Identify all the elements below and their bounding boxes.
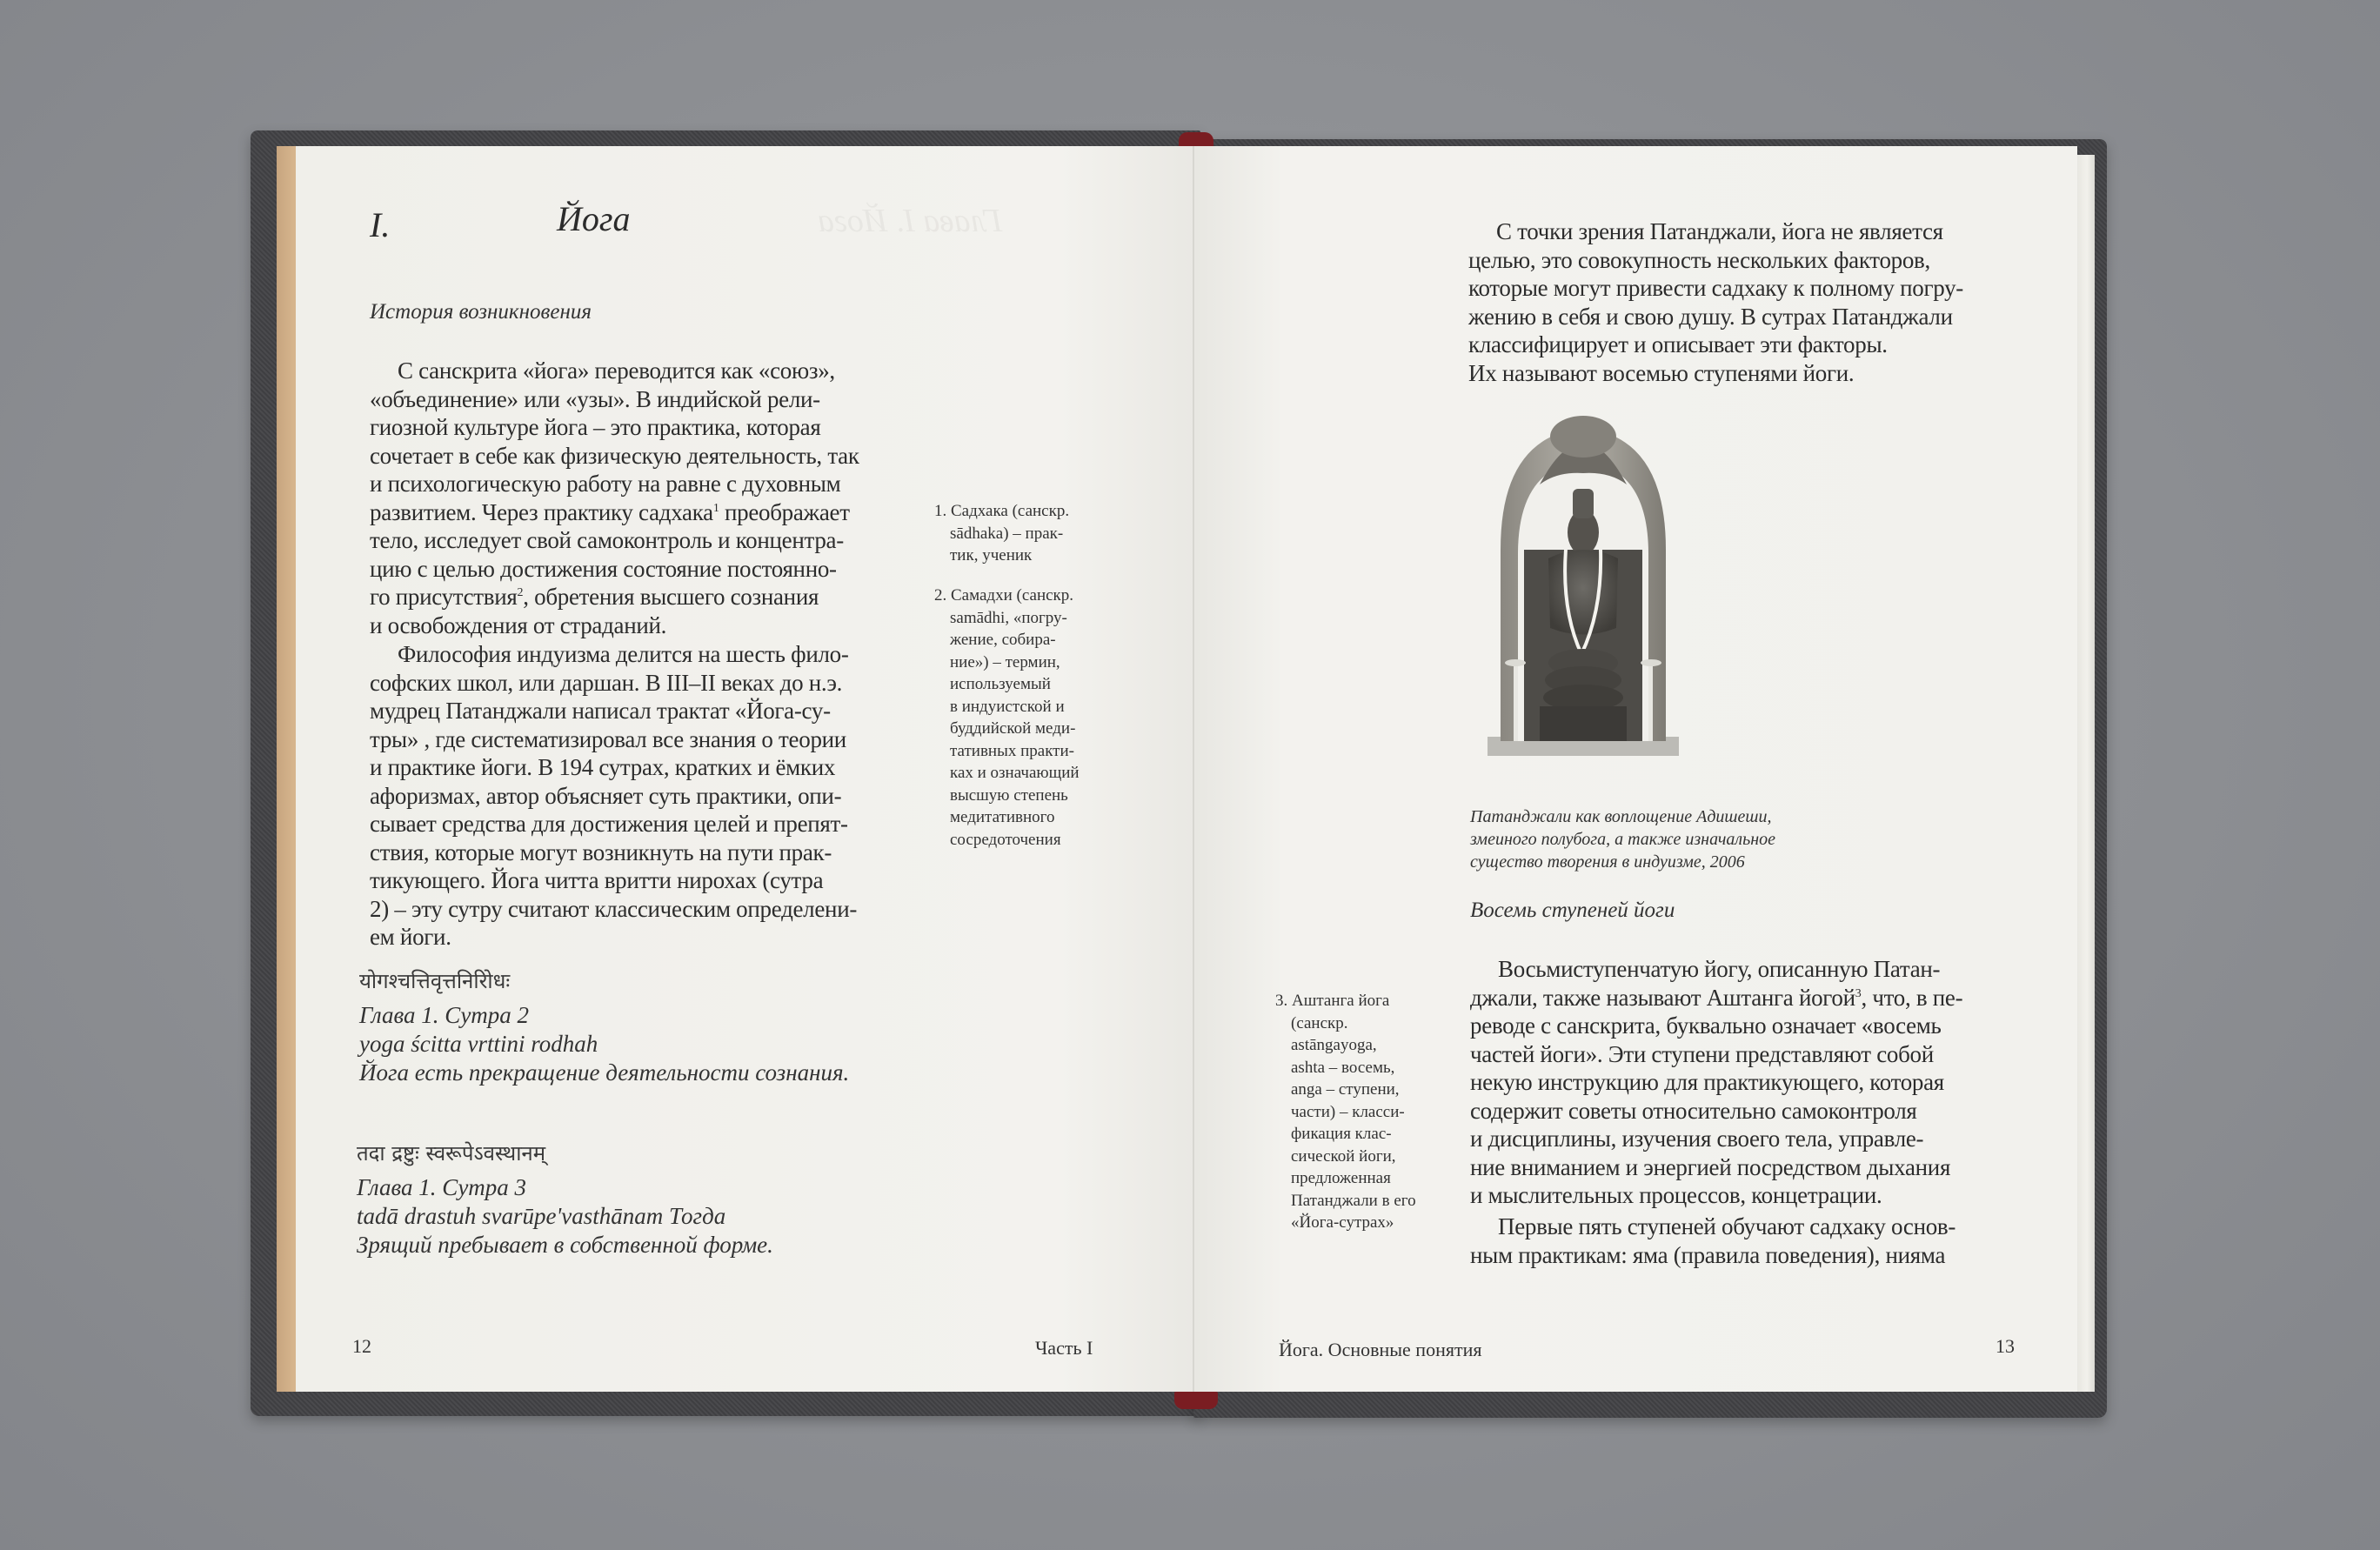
left-paragraph-1 bbox=[370, 357, 909, 639]
text-line: которые могут привести садхаку к полному погру- bbox=[1468, 275, 1963, 301]
note-line: Патанджали в его bbox=[1291, 1191, 1416, 1210]
note-line: сосредоточения bbox=[950, 830, 1061, 849]
note-line: высшую степень bbox=[950, 785, 1068, 805]
text-fragment: преображает bbox=[719, 498, 850, 525]
footnote-ref-3[interactable]: 3 bbox=[1855, 986, 1862, 1000]
footnote-2 bbox=[934, 585, 1080, 851]
text-fragment: развитием. Через практику садхака bbox=[370, 498, 713, 525]
sutra-2-transliteration: yoga ścitta vrttini rodhah bbox=[359, 1031, 598, 1057]
text-line: «объединение» или «узы». В индийской рели- bbox=[370, 385, 820, 412]
text-line: Философия индуизма делится на шесть фило- bbox=[398, 641, 849, 667]
text-line: мудрец Патанджали написал трактат «Йога-су- bbox=[370, 698, 831, 724]
text-fragment: джали, также называют Аштанга йогой bbox=[1470, 984, 1855, 1011]
note-line: ках и означающий bbox=[950, 764, 1080, 782]
note-line: части) – класси- bbox=[1291, 1102, 1405, 1121]
statue-illustration-icon bbox=[1479, 402, 1688, 763]
text-line: тикующего. Йога читта вритти нирохах (сутра bbox=[370, 867, 824, 893]
page-block-edge-right bbox=[2075, 155, 2095, 1392]
text-line: и дисциплины, изучения своего тела, управле- bbox=[1470, 1126, 1924, 1152]
text-line: содержит советы относительно самоконтроля bbox=[1470, 1097, 1917, 1124]
text-line-with-footnote bbox=[370, 583, 909, 611]
sutra-2-reference: Глава 1. Сутра 2 bbox=[359, 1002, 530, 1028]
section-heading-eight-limbs: Восемь ступеней йоги bbox=[1470, 899, 1675, 922]
note-line: предложенная bbox=[1291, 1169, 1391, 1187]
page-block-edge-left bbox=[277, 146, 298, 1392]
sutra-3-reference: Глава 1. Сутра 3 bbox=[357, 1174, 527, 1200]
right-paragraph-2 bbox=[1470, 955, 2027, 1210]
text-line: афоризмах, автор объясняет суть практики, опи- bbox=[370, 782, 842, 809]
text-line: целью, это совокупность нескольких факторов, bbox=[1468, 246, 1930, 273]
text-line: ствия, которые могут возникнуть на пути прак- bbox=[370, 838, 832, 865]
sutra-3-block bbox=[357, 1139, 773, 1259]
text-line: цию с целью достижения состояние постоянно- bbox=[370, 555, 837, 582]
text-line: сочетает в себе как физическую деятельность, так bbox=[370, 442, 859, 469]
sutra-2-translation: Йога есть прекращение деятельности сознания. bbox=[359, 1059, 850, 1086]
text-fragment: го присутствия bbox=[370, 584, 518, 610]
footnote-ref-1[interactable]: 1 bbox=[712, 501, 719, 515]
text-line-with-footnote bbox=[370, 498, 909, 527]
note-line: samādhi, «погру- bbox=[950, 608, 1067, 627]
ghost-show-through-header bbox=[818, 202, 1002, 240]
note-line: anga – ступени, bbox=[1291, 1080, 1400, 1099]
note-line: sādhaka) – прак- bbox=[950, 524, 1064, 543]
text-line: и практике йоги. В 194 сутрах, кратких и ёмких bbox=[370, 754, 836, 780]
text-line: реводе с санскрита, буквально означает «восемь bbox=[1470, 1012, 1942, 1039]
text-line-with-footnote bbox=[1470, 984, 2027, 1012]
text-fragment: , что, в пе- bbox=[1861, 984, 1963, 1011]
text-line: и освобождения от страданий. bbox=[370, 611, 667, 638]
note-line: astāngayoga, bbox=[1291, 1036, 1377, 1054]
text-line: софских школ, или даршан. В III–II веках до н.э. bbox=[370, 669, 843, 696]
text-line: и психологическую работу на равне с духовным bbox=[370, 471, 841, 497]
patanjali-statue-image bbox=[1479, 402, 1688, 763]
text-line: Восьмиступенчатую йогу, описанную Патан- bbox=[1498, 956, 1941, 982]
text-line: сывает средства для достижения целей и препят- bbox=[370, 811, 848, 837]
footnote-ref-2[interactable]: 2 bbox=[517, 586, 524, 599]
book-gutter bbox=[1193, 146, 1194, 1392]
sutra-2-block bbox=[359, 967, 849, 1087]
text-line: частей йоги». Эти ступени представляют собой bbox=[1470, 1040, 1934, 1067]
note-line: тик, ученик bbox=[950, 546, 1033, 565]
right-paragraph-1 bbox=[1468, 217, 2025, 387]
note-line: 2. Самадхи (санскр. bbox=[934, 586, 1074, 605]
text-line: С точки зрения Патанджали, йога не является bbox=[1496, 218, 1943, 244]
footnote-1 bbox=[934, 500, 1069, 567]
chapter-title: Йога bbox=[557, 199, 631, 238]
caption-line: Патанджали как воплощение Адишеши, bbox=[1470, 807, 1772, 826]
figure-caption bbox=[1470, 805, 1775, 873]
text-line: гиозной культуре йога – это практика, которая bbox=[370, 414, 821, 440]
page-number-left: 12 bbox=[352, 1335, 371, 1357]
text-line: классифицирует и описывает эти факторы. bbox=[1468, 331, 1888, 357]
left-paragraph-2 bbox=[370, 640, 909, 952]
note-line: ashta – восемь, bbox=[1291, 1058, 1395, 1077]
running-footer-left: Часть I bbox=[1035, 1337, 1093, 1359]
section-heading-history: История возникновения bbox=[370, 300, 592, 324]
running-footer-right: Йога. Основные понятия bbox=[1279, 1339, 1482, 1360]
text-line: ным практикам: яма (правила поведения), нияма bbox=[1470, 1241, 1946, 1268]
note-line: медитативного bbox=[950, 808, 1055, 826]
headband-bottom bbox=[1174, 1392, 1218, 1409]
footnote-3 bbox=[1275, 990, 1416, 1234]
text-line: и мыслительных процессов, концетрации. bbox=[1470, 1182, 1882, 1208]
chapter-number: I. bbox=[370, 205, 391, 244]
text-line: некую инструкцию для практикующего, которая bbox=[1470, 1069, 1944, 1095]
text-line: ние вниманием и энергией посредством дыхания bbox=[1470, 1153, 1951, 1180]
caption-line: змеиного полубога, а также изначальное bbox=[1470, 830, 1775, 849]
sutra-2-devanagari: योगश्चत्तिवृत्तनिरोिधः bbox=[359, 969, 511, 993]
note-line: жение, собира- bbox=[950, 631, 1056, 649]
sutra-3-translation: Зрящий пребывает в собственной форме. bbox=[357, 1232, 773, 1258]
note-line: 3. Аштанга йога bbox=[1275, 992, 1390, 1010]
page-number-right: 13 bbox=[1996, 1335, 2015, 1357]
note-line: буддийской меди- bbox=[950, 719, 1076, 738]
note-line: сической йоги, bbox=[1291, 1146, 1396, 1166]
text-line: тело, исследует свой самоконтроль и концентра- bbox=[370, 527, 844, 553]
note-line: ние») – термин, bbox=[950, 652, 1060, 671]
sutra-3-transliteration: tadā drastuh svarūpe'vasthānam Тогда bbox=[357, 1203, 726, 1229]
text-line: 2) – эту сутру считают классическим определени- bbox=[370, 895, 858, 922]
note-line: тативных практи- bbox=[950, 741, 1074, 760]
text-line: тры» , где систематизировал все знания о теории bbox=[370, 725, 846, 752]
right-paragraph-3 bbox=[1470, 1213, 2027, 1269]
text-line: Их называют восемью ступенями йоги. bbox=[1468, 359, 1855, 386]
note-line: используемый bbox=[950, 675, 1051, 693]
note-line: в индуистской и bbox=[950, 697, 1065, 716]
sutra-3-devanagari: तदा द्रष्टुः स्वरूपेऽवस्थानम् bbox=[357, 1141, 546, 1166]
note-line: (санскр. bbox=[1291, 1013, 1348, 1032]
text-line: Первые пять ступеней обучают садхаку основ- bbox=[1498, 1213, 1956, 1239]
note-line: «Йога-сутрах» bbox=[1291, 1213, 1394, 1232]
caption-line: существо творения в индуизме, 2006 bbox=[1470, 852, 1745, 872]
note-line: фикация клас- bbox=[1291, 1125, 1392, 1143]
text-line: С санскрита «йога» переводится как «союз», bbox=[398, 357, 835, 384]
text-line: жению в себя и свою душу. В сутрах Патанджали bbox=[1468, 303, 1953, 330]
text-fragment: , обретения высшего сознания bbox=[523, 584, 819, 610]
note-line: 1. Садхака (санскр. bbox=[934, 502, 1070, 520]
text-line: ем йоги. bbox=[370, 924, 451, 950]
